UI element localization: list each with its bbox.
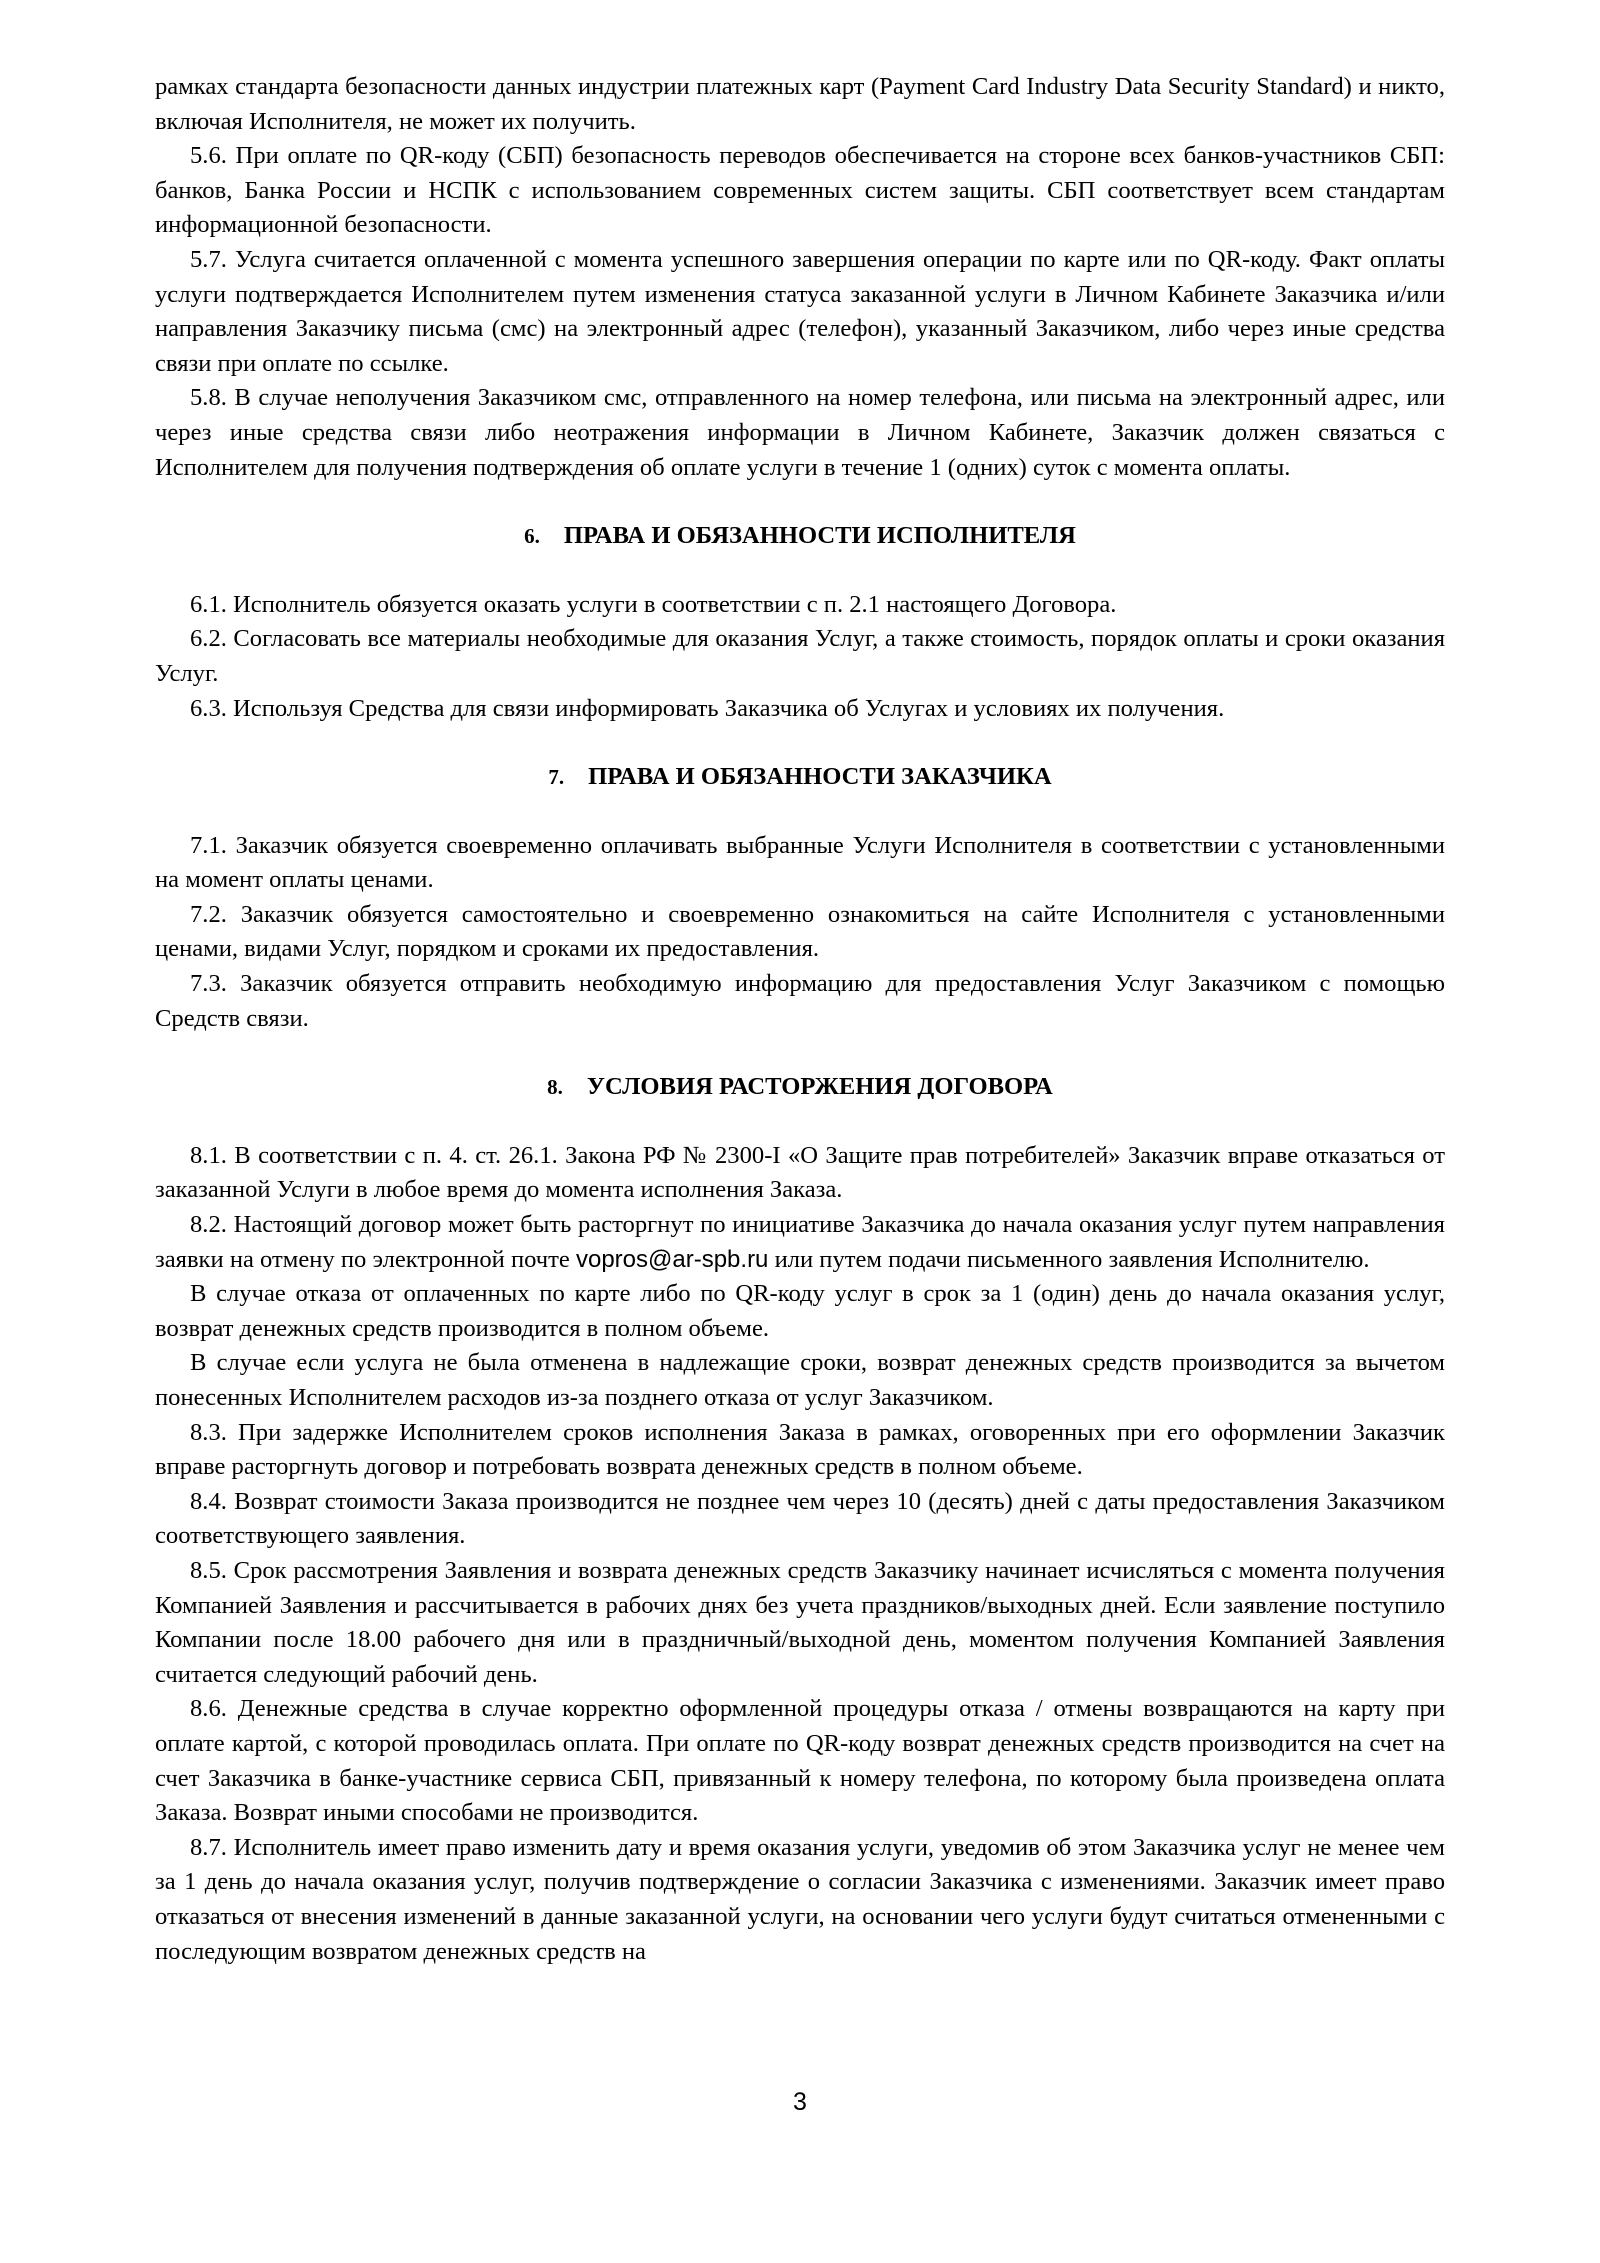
paragraph-7-3: 7.3. Заказчик обязуется отправить необходимую информацию для предоставления Услуг Заказчиком с помощью Средств связи.	[155, 970, 1445, 1032]
paragraph-8-2-text: 8.2. Настоящий договор может быть расторгнут по инициативе Заказчика до начала оказания услуг путем направления заявки на отмену по электронной почте	[155, 1211, 1445, 1273]
section-8-title: УСЛОВИЯ РАСТОРЖЕНИЯ ДОГОВОРА	[586, 1073, 1053, 1101]
paragraph-8-4: 8.4. Возврат стоимости Заказа производится не позднее чем через 10 (десять) дней с даты предоставления Заказчиком соответствующего заявления.	[155, 1487, 1445, 1550]
paragraph-8-2-refund-full: В случае отказа от оплаченных по карте либо по QR-коду услуг в срок за 1 (один) день до начала оказания услуг, возврат денежных средств производится в полном объеме.	[155, 1280, 1445, 1342]
section-6-number: 6.	[524, 524, 540, 549]
section-7-heading	[155, 760, 1445, 795]
section-8-number: 8.	[547, 1075, 563, 1100]
section-7-title: ПРАВА И ОБЯЗАННОСТИ ЗАКАЗЧИКА	[588, 763, 1052, 791]
page-number: 3	[793, 2088, 807, 2116]
paragraph-6-2: 6.2. Согласовать все материалы необходимые для оказания Услуг, а также стоимость, порядок оплаты и сроки оказания Услуг.	[155, 625, 1445, 687]
paragraph-8-2-refund-partial: В случае если услуга не была отменена в надлежащие сроки, возврат денежных средств производится за вычетом понесенных Исполнителем расходов из-за позднего отказа от услуг Заказчиком.	[155, 1349, 1445, 1411]
paragraph-8-6: 8.6. Денежные средства в случае корректно оформленной процедуры отказа / отмены возвращаются на карту при оплате картой, с которой проводилась оплата. При оплате по QR-коду возврат денежных средств производится на счет на счет Заказчика в банке-участнике сервиса СБП, привязанный к номеру телефона, по которому была произведена оплата Заказа. Возврат иными способами не производится.	[155, 1695, 1445, 1827]
section-8-heading	[155, 1070, 1445, 1105]
paragraph-8-2	[155, 1208, 1445, 1277]
paragraph-8-5: 8.5. Срок рассмотрения Заявления и возврата денежных средств Заказчику начинает исчисляться с момента получения Компанией Заявления и рассчитывается в рабочих днях без учета праздников/выходных дней. Если заявление поступило Компании после 18.00 рабочего дня или в праздничный/выходной день, моментом получения Компанией Заявления считается следующий рабочий день.	[155, 1556, 1445, 1688]
section-6-heading	[155, 519, 1445, 554]
paragraph-6-1: 6.1. Исполнитель обязуется оказать услуги в соответствии с п. 2.1 настоящего Договора.	[190, 590, 1117, 618]
support-email-link[interactable]: vopros@ar-spb.ru	[575, 1245, 769, 1273]
paragraph-8-2-text-end: или путем подачи письменного заявления Исполнителю.	[774, 1245, 1370, 1273]
document-page	[155, 70, 1445, 1969]
paragraph-7-2: 7.2. Заказчик обязуется самостоятельно и своевременно ознакомиться на сайте Исполнителя с установленными ценами, видами Услуг, порядком и сроками их предоставления.	[155, 900, 1445, 963]
paragraph-5-7: 5.7. Услуга считается оплаченной с момента успешного завершения операции по карте или по QR-коду. Факт оплаты услуги подтверждается Исполнителем путем изменения статуса заказанной услуги в Личном Кабинете Заказчика и/или направления Заказчику письма (смс) на электронный адрес (телефон), указанный Заказчиком, либо через иные средства связи при оплате по ссылке.	[155, 245, 1445, 377]
paragraph-8-7: 8.7. Исполнитель имеет право изменить дату и время оказания услуги, уведомив об этом Заказчика услуг не менее чем за 1 день до начала оказания услуг, получив подтверждение о согласии Заказчика с изменениями. Заказчик имеет право отказаться от внесения изменений в данные заказанной услуги, на основании чего услуги будут считаться отмененными с последующим возвратом денежных средств на	[155, 1833, 1445, 1965]
paragraph-5-8: 5.8. В случае неполучения Заказчиком смс, отправленного на номер телефона, или письма на электронный адрес, или через иные средства связи либо неотражения информации в Личном Кабинете, Заказчик должен связаться с Исполнителем для получения подтверждения об оплате услуги в течение 1 (одних) суток с момента оплаты.	[155, 384, 1445, 481]
paragraph-7-1: 7.1. Заказчик обязуется своевременно оплачивать выбранные Услуги Исполнителя в соответствии с установленными на момент оплаты ценами.	[155, 831, 1445, 894]
paragraph-8-3: 8.3. При задержке Исполнителем сроков исполнения Заказа в рамках, оговоренных при его оформлении Заказчик вправе расторгнуть договор и потребовать возврата денежных средств в полном объеме.	[155, 1418, 1445, 1481]
paragraph-8-1: 8.1. В соответствии с п. 4. ст. 26.1. Закона РФ № 2300-I «О Защите прав потребителей» Заказчик вправе отказаться от заказанной Услуги в любое время до момента исполнения Заказа.	[155, 1141, 1445, 1204]
paragraph-intro: рамках стандарта безопасности данных индустрии платежных карт (Payment Card Industry Data Security Standard) и никто, включая Исполнителя, не может их получить.	[155, 73, 1445, 135]
section-6-title: ПРАВА И ОБЯЗАННОСТИ ИСПОЛНИТЕЛЯ	[563, 522, 1076, 550]
section-7-number: 7.	[548, 765, 565, 790]
paragraph-5-6: 5.6. При оплате по QR-коду (СБП) безопасность переводов обеспечивается на стороне всех банков-участников СБП: банков, Банка России и НСПК с использованием современных систем защиты. СБП соответствует всем стандартам информационной безопасности.	[155, 142, 1445, 239]
paragraph-6-3: 6.3. Используя Средства для связи информировать Заказчика об Услугах и условиях их получения.	[190, 694, 1225, 722]
